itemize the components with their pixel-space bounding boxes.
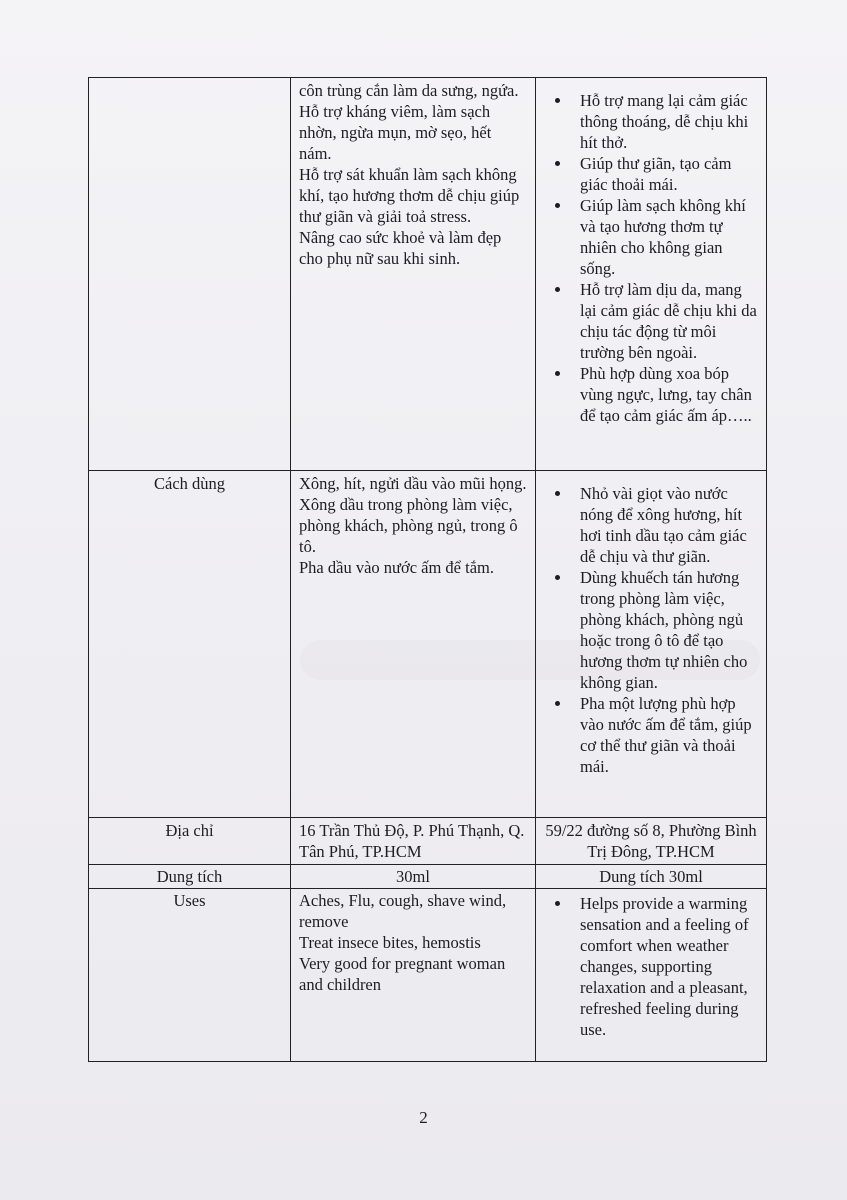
product-comparison-table: [88, 77, 767, 1062]
text-line: Aches, Flu, cough, shave wind, remove: [299, 891, 507, 931]
text-line: Pha dầu vào nước ấm để tắm.: [299, 558, 494, 577]
usage-bullets-cell: [536, 471, 767, 818]
list-item: • Hỗ trợ mang lại cảm giác thông thoáng, dễ chịu khi hít thở.: [572, 90, 758, 153]
uses-bullets-cell: [536, 889, 767, 1062]
page-number: 2: [419, 1108, 428, 1127]
text-line: Hỗ trợ sát khuẩn làm sạch không khí, tạo hương thơm dễ chịu giúp thư giãn và giải toả stress.: [299, 165, 520, 226]
address-cell-1: 16 Trần Thủ Độ, P. Phú Thạnh, Q. Tân Phú, TP.HCM: [291, 818, 536, 865]
table-row-effects: [89, 78, 767, 471]
effects-description-cell: [291, 78, 536, 471]
row-label-usage: Cách dùng: [89, 471, 291, 818]
volume-cell-2: Dung tích 30ml: [536, 865, 767, 889]
text-line: Very good for pregnant woman and children: [299, 954, 506, 994]
volume-cell-1: 30ml: [291, 865, 536, 889]
text-line: Nâng cao sức khoẻ và làm đẹp cho phụ nữ sau khi sinh.: [299, 228, 502, 268]
list-item: • Pha một lượng phù hợp vào nước ấm để tắm, giúp cơ thể thư giãn và thoải mái.: [572, 693, 758, 777]
text-line: côn trùng cắn làm da sưng, ngứa.: [299, 81, 519, 100]
text-line: Xông, hít, ngửi dầu vào mũi họng.: [299, 474, 527, 493]
address-cell-2: 59/22 đường số 8, Phường Bình Trị Đông, TP.HCM: [536, 818, 767, 865]
list-item: • Hỗ trợ làm dịu da, mang lại cảm giác dễ chịu khi da chịu tác động từ môi trường bên ngoài.: [572, 279, 758, 363]
list-item: • Giúp thư giãn, tạo cảm giác thoải mái.: [572, 153, 758, 195]
table-row-volume: [89, 865, 767, 889]
row-label-uses: Uses: [89, 889, 291, 1062]
bullet-list: [544, 90, 758, 426]
text-line: Hỗ trợ kháng viêm, làm sạch nhờn, ngừa mụn, mờ sẹo, hết nám.: [299, 102, 492, 163]
text-line: Treat insece bites, hemostis: [299, 933, 481, 952]
table-row-address: [89, 818, 767, 865]
list-item: • Phù hợp dùng xoa bóp vùng ngực, lưng, tay chân để tạo cảm giác ấm áp…..: [572, 363, 758, 426]
bullet-list: [544, 893, 758, 1040]
usage-description-cell: [291, 471, 536, 818]
list-item: • Helps provide a warming sensation and a feeling of comfort when weather changes, supporting relaxation and a pleasant, refreshed feeling during use.: [572, 893, 758, 1040]
row-label-address: Địa chỉ: [89, 818, 291, 865]
table-row-usage: [89, 471, 767, 818]
table-row-uses: [89, 889, 767, 1062]
text-line: Xông dầu trong phòng làm việc, phòng khách, phòng ngủ, trong ô tô.: [299, 495, 518, 556]
effects-bullets-cell: [536, 78, 767, 471]
row-label-volume: Dung tích: [89, 865, 291, 889]
list-item: • Dùng khuếch tán hương trong phòng làm việc, phòng khách, phòng ngủ hoặc trong ô tô để tạo hương thơm tự nhiên cho không gian.: [572, 567, 758, 693]
list-item: • Nhỏ vài giọt vào nước nóng để xông hương, hít hơi tinh dầu tạo cảm giác dễ chịu và thư giãn.: [572, 483, 758, 567]
uses-description-cell: [291, 889, 536, 1062]
list-item: • Giúp làm sạch không khí và tạo hương thơm tự nhiên cho không gian sống.: [572, 195, 758, 279]
bullet-list: [544, 483, 758, 777]
row-label-effects: [89, 78, 291, 471]
